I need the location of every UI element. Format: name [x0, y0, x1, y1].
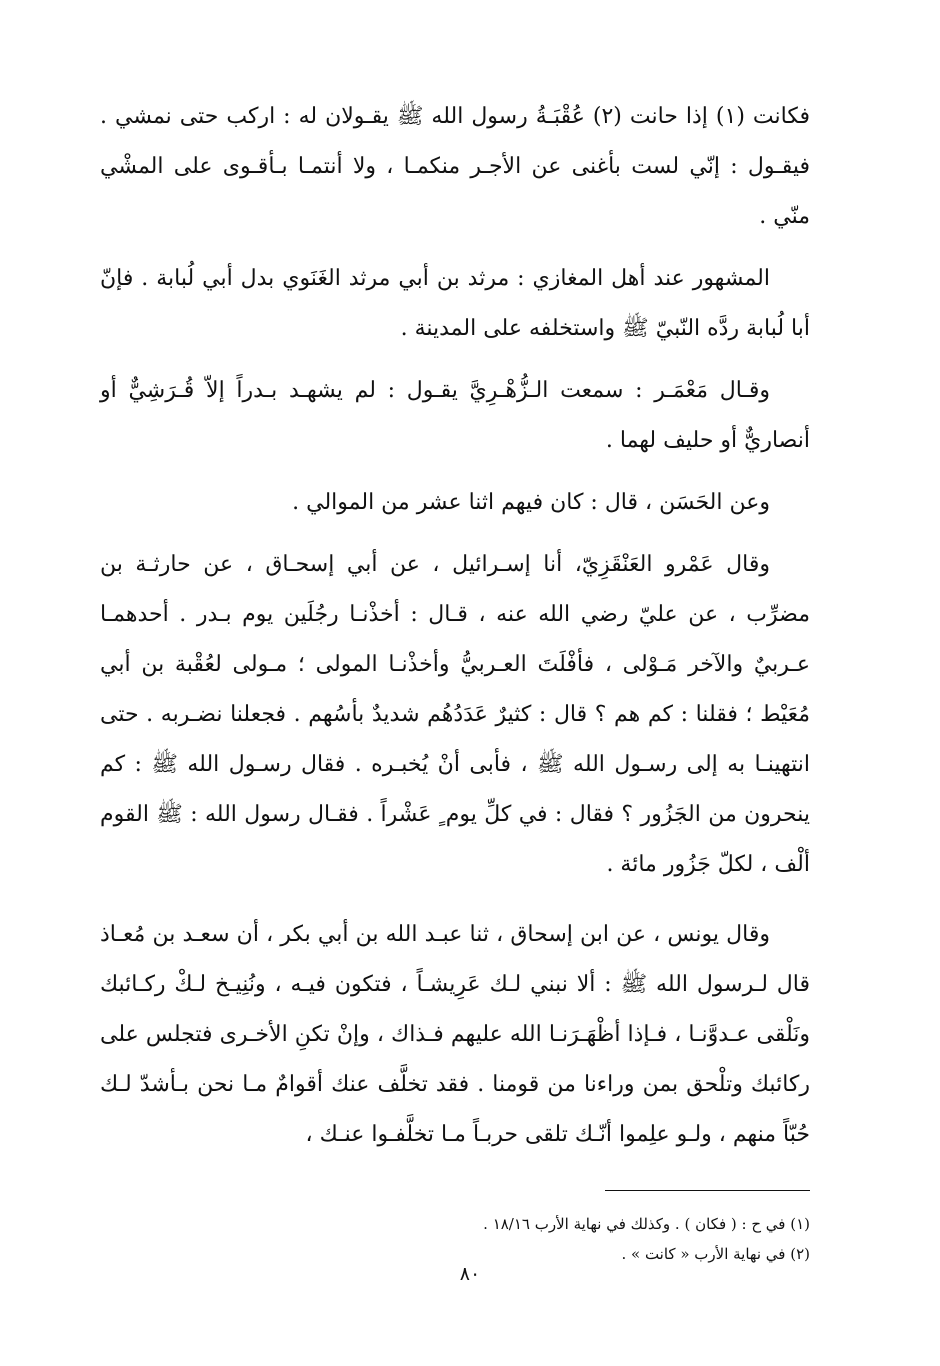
footnote-divider	[605, 1190, 810, 1191]
footnote-1: (١) في ح : ( فكان ) . وكذلك في نهاية الأرب ١٨/١٦ .	[483, 1215, 810, 1233]
paragraph-2: المشهور عند أهل المغازي : مرثد بن أبي مرثد الغَنَوي بدل أبي لُبابة . فإنّ أبا لُبابة ردَّه النّبيّ ﷺ واستخلفه على المدينة .	[100, 266, 810, 341]
paragraph-6: وقال يونس ، عن ابن إسحاق ، ثنا عبـد الله بن أبي بكر ، أن سعـد بن مُعـاذ قال لـرسول الله ﷺ : ألا نبني لـك عَرِيشـاً ، فتكون فيـه ، ونُنِيـخ لـكْ ركـائبك ونَلْقى عـدوَّنـا ، فـإذا أظْهَـرَنـا الله عليهم فـذاك ، وإنْ تكنِ الأخـرى فتجلس على ركائبك وتلْحق بمن وراءنا من قومنا . فقد تخلَّف عنك أقوامٌ مـا نحن بـأشدّ لـك حُبّاً منهم ، ولـو علِموا أنّـك تلقى حربـاً مـا تخلَّفـوا عنـك ،	[100, 922, 810, 1147]
paragraph-5: وقال عَمْرو العَنْقَزِيّ، أنا إسـرائيل ، عن أبي إسحـاق ، عن حارثـة بن مضرِّب ، عن عليّ رضي الله عنه ، قـال : أخذْنـا رجُلَين يوم بـدر . أحدهمـا عـربيٌ والآخر مَـوْلى ، فأفْلَتَ العـربيُّ وأخذْنـا المولى ؛ مـولى لعُقْبة بن أبي مُعَيْط ؛ فقلنا : كم هم ؟ قال : كثيرٌ عَدَدُهُم شديدٌ بأسُهم . فجعلنا نضـربه . حتى انتهينـا به إلى رسـول الله ﷺ ، فأبى أنْ يُخبـره . فقال رسـول الله ﷺ : كم ينحرون من الجَزُور ؟ فقال : في كلِّ يوم ٍ عَشْراً . فقـال رسول الله : ﷺ القوم ألْف ، لكلّ جَزُور مائة .	[100, 552, 810, 877]
page-body	[100, 92, 810, 1269]
paragraph-1: فكانت (١) إذا حانت (٢) عُقْبَـةُ رسول الله ﷺ يقـولان له : اركب حتى نمشي . فيقـول : إنّي لست بأغنى عن الأجـر منكمـا ، ولا أنتمـا بـأقـوى على المشْي منّي .	[100, 104, 811, 229]
paragraph-4: وعن الحَسَن ، قال : كان فيهم اثنا عشر من الموالي .	[292, 490, 770, 515]
page-number: ٨٠	[459, 1263, 481, 1285]
footnote-2: (٢) في نهاية الأرب « كانت » .	[621, 1245, 810, 1263]
paragraph-3: وقـال مَعْمَـر : سمعت الـزُّهْـرِيَّ يقـول : لم يشهـد بـدراً إلاّ قُـرَشِيٌّ أو أنصاريٌّ أو حليف لهما .	[100, 378, 810, 453]
